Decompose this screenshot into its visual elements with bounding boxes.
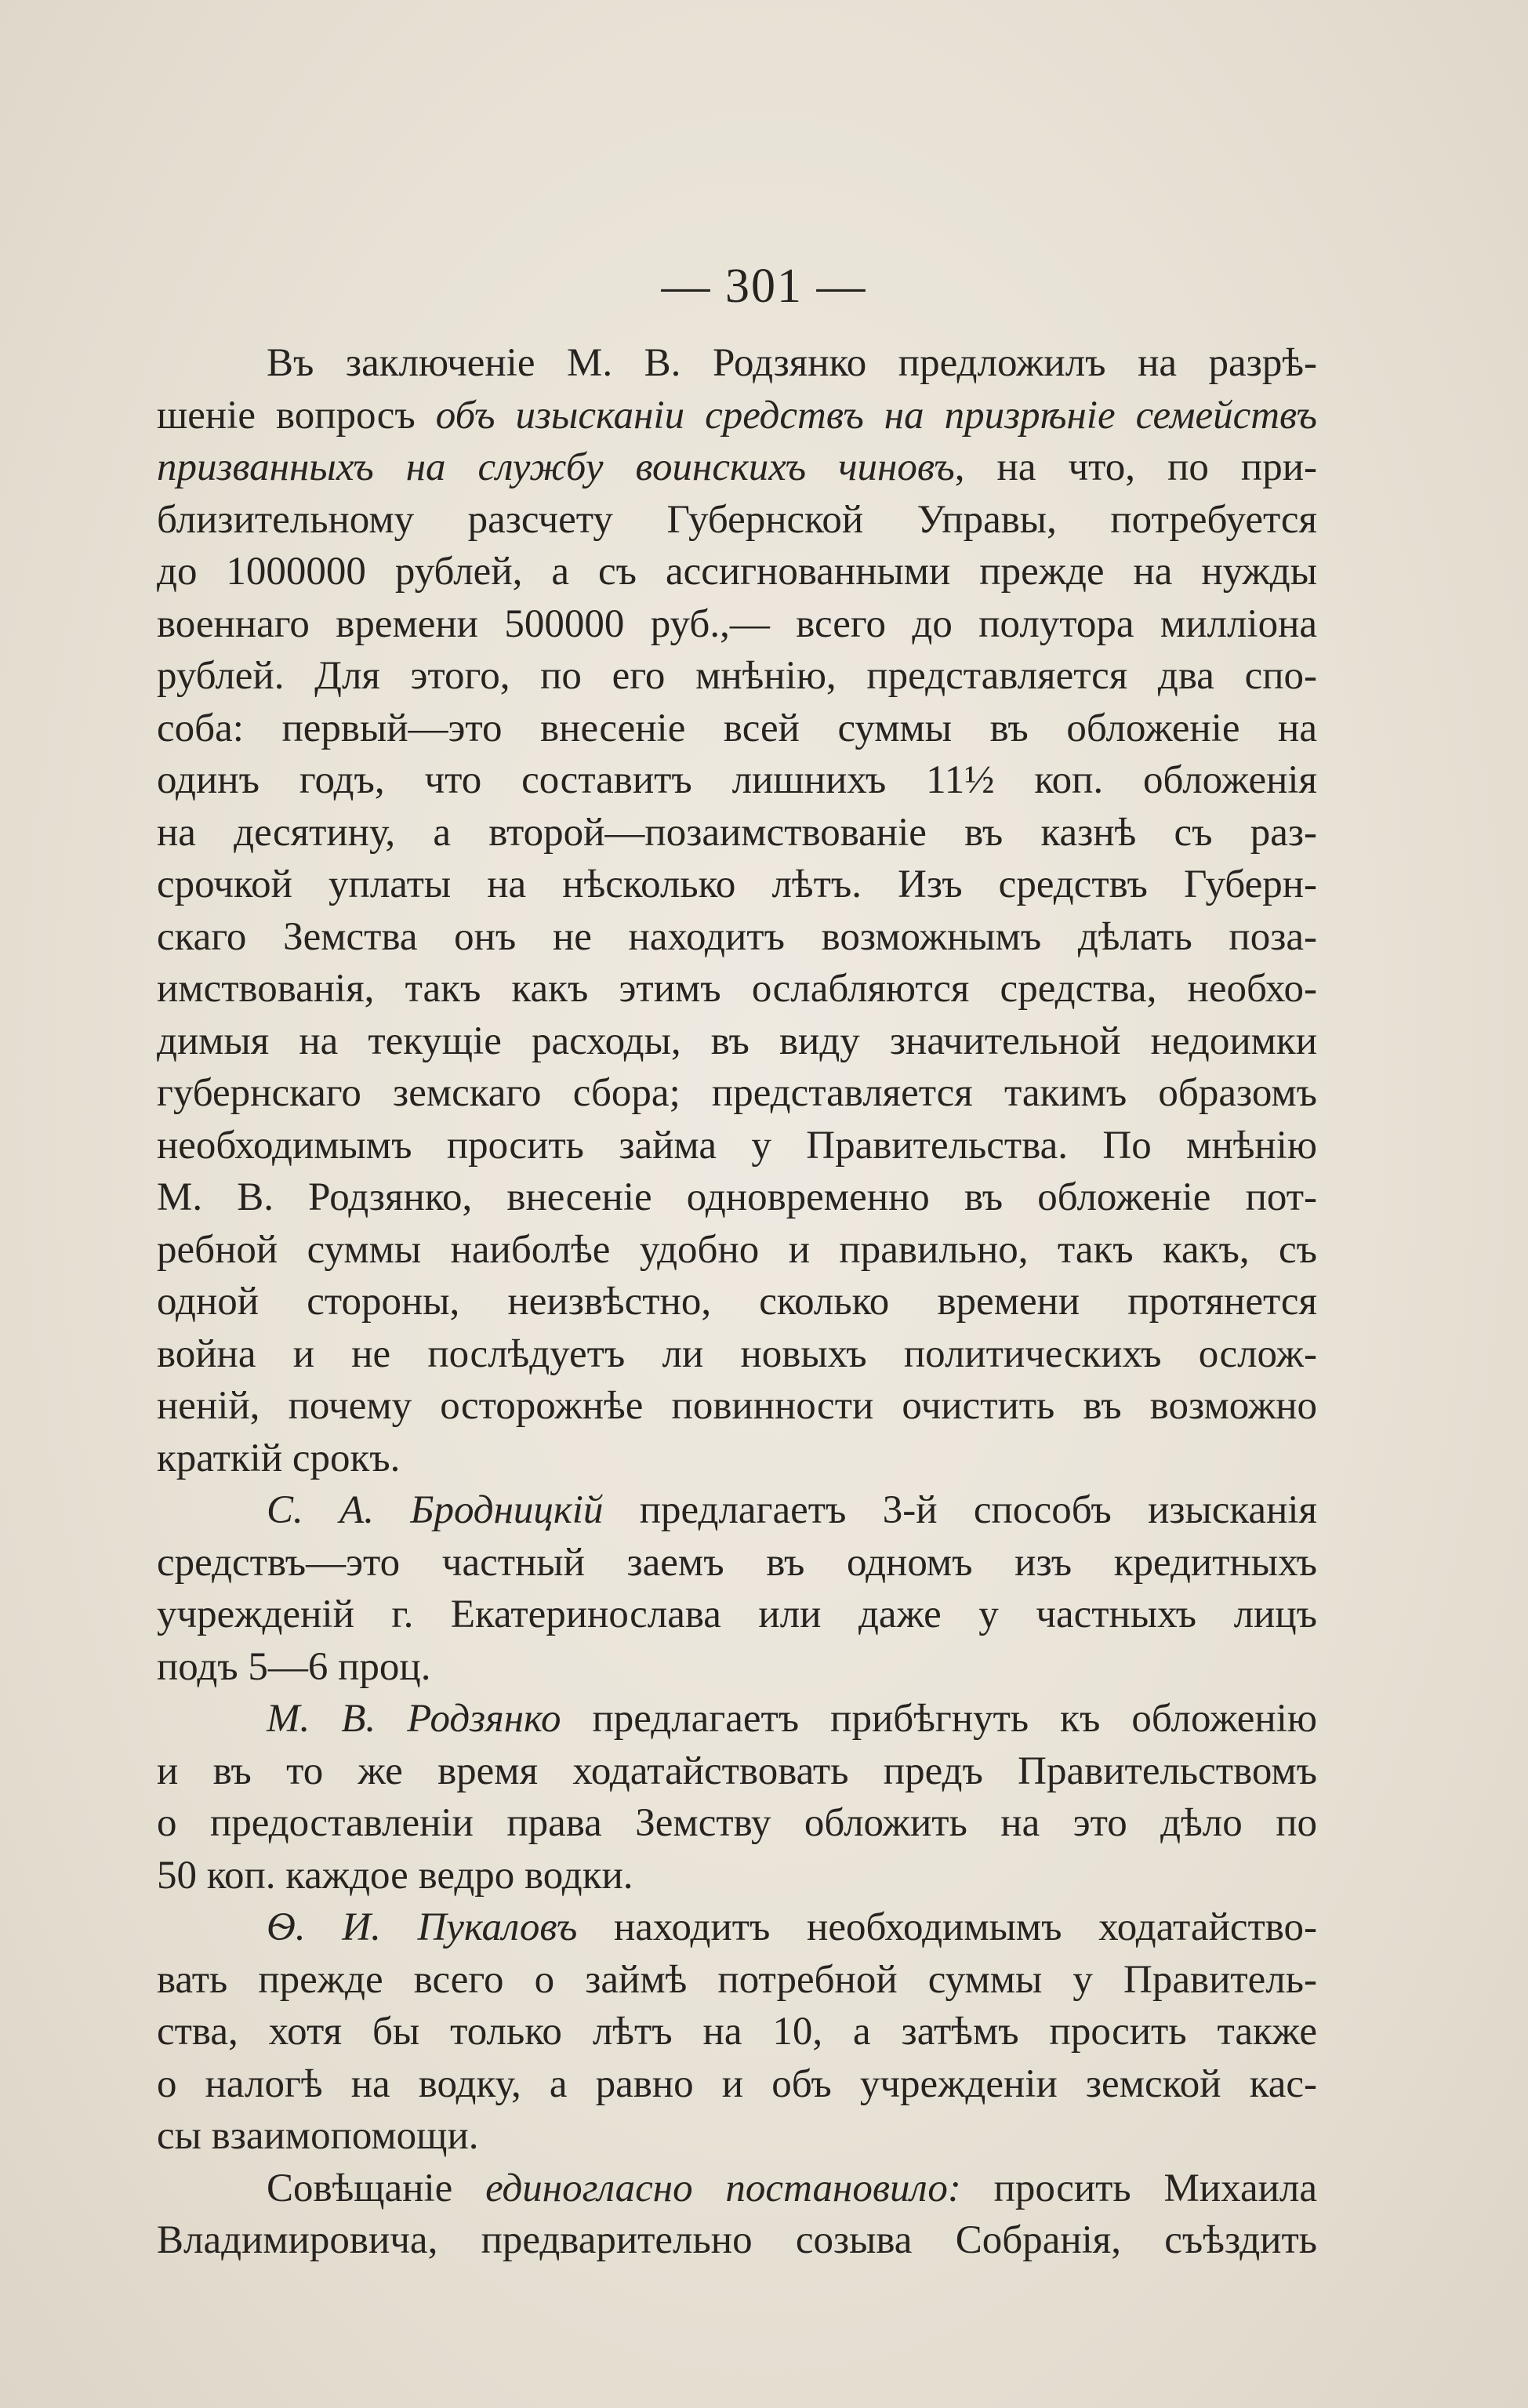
text-run: о предоставленiи права Земству обложить на это дѣло по <box>157 1801 1317 1845</box>
text-run: краткiй срокъ. <box>157 1436 401 1480</box>
text-line <box>157 1901 1317 1954</box>
text-line <box>157 1589 1317 1641</box>
paragraph <box>157 2163 1317 2267</box>
text-run: просить Михаила <box>960 2166 1317 2210</box>
text-run: находитъ необходимымъ ходатайство- <box>577 1905 1317 1949</box>
text-line <box>157 1797 1317 1850</box>
text-run: средствъ—это частный заемъ въ одномъ изъ кредитныхъ <box>157 1540 1317 1585</box>
text-line <box>157 807 1317 859</box>
text-line <box>157 1224 1317 1277</box>
text-run: одинъ годъ, что составитъ лишнихъ 11½ коп. обложенiя <box>157 758 1317 802</box>
text-line <box>157 1745 1317 1798</box>
text-run: Въ заключенiе М. В. Родзянко предложилъ на разрѣ- <box>267 341 1317 385</box>
text-line <box>157 703 1317 755</box>
text-line <box>157 2110 1317 2163</box>
text-line <box>157 494 1317 547</box>
text-line <box>157 337 1317 390</box>
text-line <box>157 2163 1317 2215</box>
text-line <box>157 441 1317 494</box>
text-run: , на что, по при- <box>954 445 1318 489</box>
text-run: рублей. Для этого, по его мнѣнiю, представляется два спо- <box>157 654 1317 698</box>
text-line <box>157 1015 1317 1068</box>
italic-run: С. А. Бродницкiй <box>267 1488 604 1532</box>
text-run: до 1000000 рублей, а съ ассигнованными прежде на нужды <box>157 550 1317 594</box>
italic-run: единогласно постановило: <box>485 2166 961 2210</box>
text-line <box>157 598 1317 651</box>
text-run: учрежденiй г. Екатеринослава или даже у частныхъ лицъ <box>157 1593 1317 1636</box>
text-line <box>157 546 1317 598</box>
text-line <box>157 1276 1317 1328</box>
text-run: и въ то же время ходатайствовать предъ Правительствомъ <box>157 1749 1317 1793</box>
italic-run: Ѳ. И. Пукаловъ <box>267 1905 578 1949</box>
italic-run: М. В. Родзянко <box>267 1697 561 1741</box>
text-run: близительному разсчету Губернской Управы, потребуется <box>157 497 1317 542</box>
text-line <box>157 650 1317 703</box>
text-run: Совѣщанiе <box>267 2166 486 2210</box>
text-run: М. В. Родзянко, внесенiе одновременно въ обложенiе пот- <box>157 1175 1317 1219</box>
text-run: военнаго времени 500000 руб.,— всего до полутора миллiона <box>157 601 1317 646</box>
text-run: вать прежде всего о займѣ потребной суммы у Правитель- <box>157 1957 1317 2002</box>
text-run: предлагаетъ прибѣгнуть къ обложенiю <box>561 1697 1317 1741</box>
text-run: на десятину, а второй—позаимствованiе въ казнѣ съ раз- <box>157 810 1317 855</box>
text-run: 50 коп. каждое ведро водки. <box>157 1853 633 1898</box>
text-line <box>157 1537 1317 1589</box>
text-line <box>157 1067 1317 1120</box>
italic-run: призванныхъ на службу воинскихъ чиновъ <box>157 445 955 489</box>
text-run: подъ 5—6 проц. <box>157 1644 431 1689</box>
italic-run: объ изысканiи средствъ на призрѣнiе семействъ <box>435 393 1317 438</box>
text-run: Владимировича, предварительно созыва Собранiя, съѣздить <box>157 2218 1317 2262</box>
text-line <box>157 754 1317 807</box>
paragraph <box>157 1484 1317 1693</box>
text-line <box>157 1120 1317 1172</box>
text-run: ненiй, почему осторожнѣе повинности очистить въ возможно <box>157 1384 1317 1428</box>
text-line <box>157 2058 1317 2111</box>
page-number: — 301 — <box>661 260 867 313</box>
text-line <box>157 1328 1317 1381</box>
text-run: димыя на текущiе расходы, въ виду значительной недоимки <box>157 1019 1317 1063</box>
text-run: предлагаетъ 3-й способъ изысканiя <box>603 1488 1317 1532</box>
text-run: война и не послѣдуетъ ли новыхъ политическихъ ослож- <box>157 1331 1317 1376</box>
text-run: о налогѣ на водку, а равно и объ учрежденiи земской кас- <box>157 2061 1317 2106</box>
text-run: необходимымъ просить займа у Правительства. По мнѣнiю <box>157 1123 1317 1168</box>
text-run: шенiе вопросъ <box>157 393 436 438</box>
text-line <box>157 1484 1317 1537</box>
text-line <box>157 859 1317 911</box>
text-run: губернскаго земскаго сбора; представляется такимъ образомъ <box>157 1071 1317 1115</box>
paragraph <box>157 1693 1317 1901</box>
text-line <box>157 1171 1317 1224</box>
text-line <box>157 1850 1317 1902</box>
text-line <box>157 2006 1317 2058</box>
text-line <box>157 1693 1317 1745</box>
text-line <box>157 1433 1317 1485</box>
text-line <box>157 390 1317 442</box>
text-run: срочкой уплаты на нѣсколько лѣтъ. Изъ средствъ Губерн- <box>157 863 1317 906</box>
text-run: соба: первый—это внесенiе всей суммы въ обложенiе на <box>157 706 1317 750</box>
text-run: ства, хотя бы только лѣтъ на 10, а затѣмъ просить также <box>157 2010 1317 2054</box>
text-run: скаго Земства онъ не находитъ возможнымъ дѣлать поза- <box>157 914 1317 959</box>
text-line <box>157 963 1317 1015</box>
text-line <box>157 2214 1317 2267</box>
text-run: ребной суммы наиболѣе удобно и правильно, такъ какъ, съ <box>157 1227 1317 1272</box>
text-line <box>157 1641 1317 1694</box>
text-run: одной стороны, неизвѣстно, сколько времени протянется <box>157 1280 1317 1324</box>
text-line <box>157 1954 1317 2007</box>
paragraph <box>157 1901 1317 2163</box>
text-line <box>157 1380 1317 1433</box>
text-run: сы взаимопомощи. <box>157 2114 479 2158</box>
paragraph <box>157 337 1317 1484</box>
text-run: имствованiя, такъ какъ этимъ ослабляются средства, необхо- <box>157 967 1317 1011</box>
text-line <box>157 911 1317 964</box>
body-text <box>157 337 1317 2267</box>
